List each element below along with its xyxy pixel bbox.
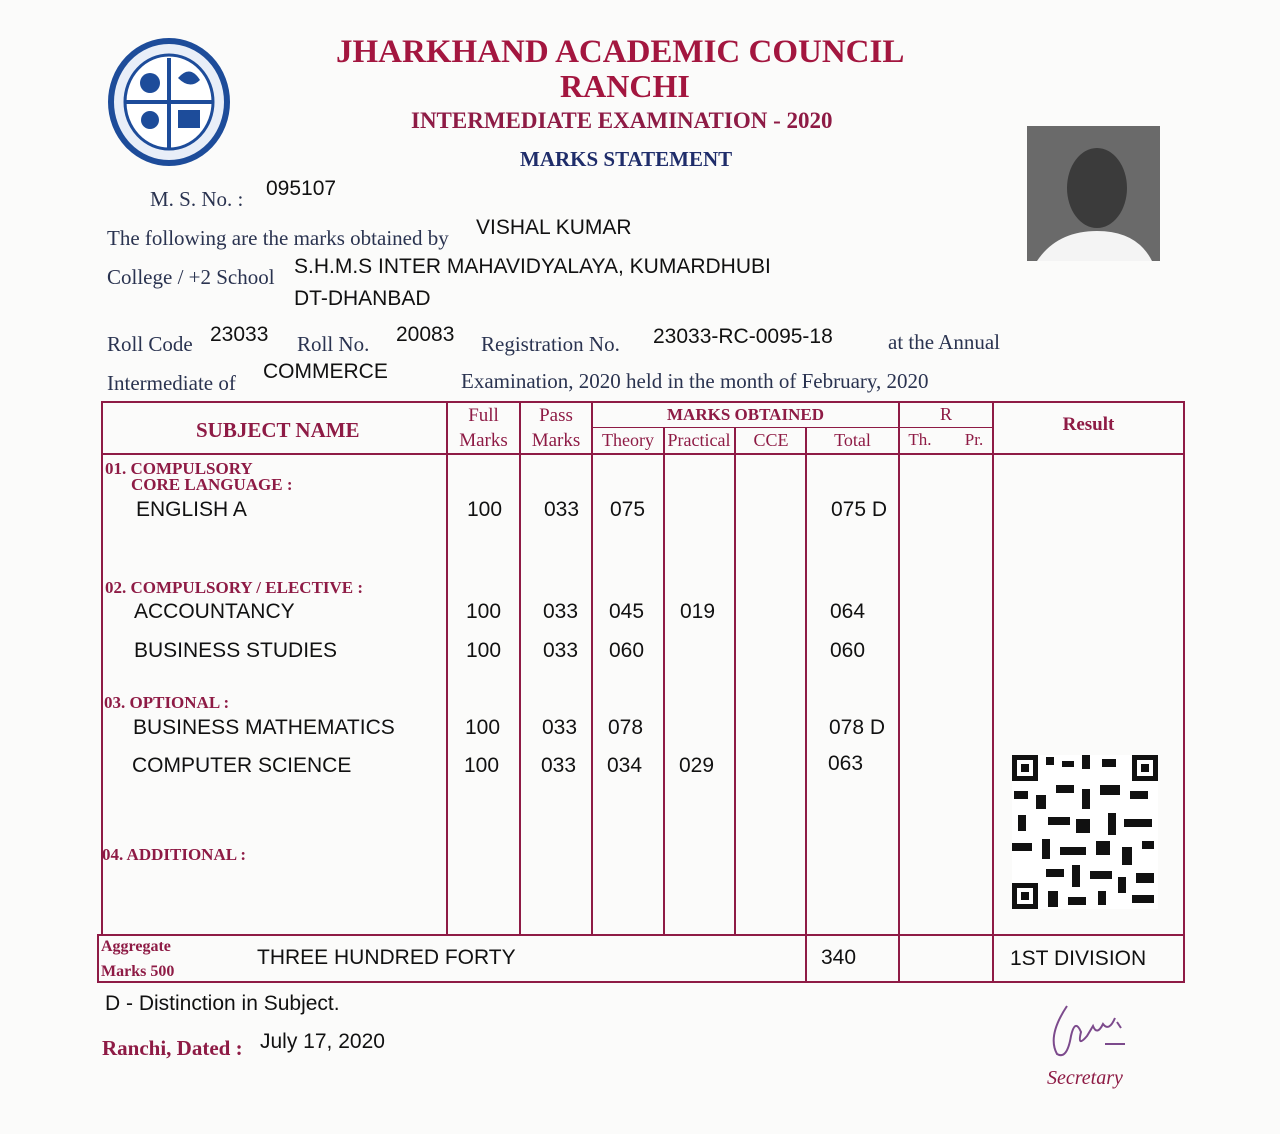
subject-name: ACCOUNTANCY	[134, 600, 295, 623]
annual-label: at the Annual	[888, 330, 1000, 354]
total-marks: 064	[830, 600, 866, 623]
secretary-signature	[1045, 1000, 1135, 1062]
council-name: JHARKHAND ACADEMIC COUNCIL	[336, 34, 905, 70]
section-compulsory-elective: 02. COMPULSORY / ELECTIVE :	[105, 578, 364, 597]
roll-no: 20083	[396, 323, 455, 346]
header-result: Result	[1062, 414, 1115, 435]
registration-no: 23033-RC-0095-18	[653, 325, 833, 348]
header-theory: Theory	[602, 430, 654, 450]
full-marks: 100	[467, 498, 503, 521]
document-title: MARKS STATEMENT	[520, 147, 733, 171]
header-total: Total	[834, 430, 871, 450]
theory-marks: 060	[609, 639, 645, 662]
distinction-note: D - Distinction in Subject.	[105, 992, 340, 1015]
header-r: R	[939, 404, 952, 424]
full-marks: 100	[466, 639, 502, 662]
theory-marks: 045	[609, 600, 645, 623]
header-cce: CCE	[753, 430, 789, 450]
header-subject-name: SUBJECT NAME	[196, 418, 360, 442]
registration-label: Registration No.	[481, 332, 620, 356]
subject-name: COMPUTER SCIENCE	[132, 754, 352, 777]
student-name: VISHAL KUMAR	[476, 216, 632, 239]
secretary-label: Secretary	[1047, 1067, 1123, 1089]
theory-marks: 075	[610, 498, 646, 521]
obtained-by-label: The following are the marks obtained by	[107, 226, 449, 250]
header-th: Th.	[908, 430, 932, 449]
exam-session: Examination, 2020 held in the month of February, 2020	[461, 369, 929, 393]
full-marks: 100	[464, 754, 500, 777]
pass-marks: 033	[543, 639, 579, 662]
total-marks: 078 D	[829, 716, 886, 739]
aggregate-max-marks: Marks 500	[101, 963, 175, 980]
section-core-language: CORE LANGUAGE :	[131, 475, 293, 494]
roll-no-label: Roll No.	[297, 332, 370, 356]
practical-marks: 029	[679, 754, 715, 777]
aggregate-total: 340	[821, 946, 857, 969]
intermediate-label: Intermediate of	[107, 371, 236, 395]
ms-no: 095107	[266, 177, 337, 200]
issue-date: July 17, 2020	[260, 1030, 385, 1053]
practical-marks: 019	[680, 600, 716, 623]
theory-marks: 034	[607, 754, 643, 777]
full-marks: 100	[466, 600, 502, 623]
pass-marks: 033	[543, 600, 579, 623]
aggregate-label: Aggregate	[101, 938, 171, 955]
pass-marks: 033	[541, 754, 577, 777]
stream: COMMERCE	[263, 360, 388, 383]
college-district: DT-DHANBAD	[294, 287, 431, 310]
pass-marks: 033	[544, 498, 580, 521]
subject-name: BUSINESS STUDIES	[134, 639, 338, 662]
council-city: RANCHI	[560, 68, 690, 104]
ms-no-label: M. S. No. :	[150, 187, 244, 211]
section-compulsory: 01. COMPULSORY	[105, 459, 253, 478]
total-marks: 075 D	[831, 498, 888, 521]
header-pass: Pass	[539, 405, 573, 426]
exam-title: INTERMEDIATE EXAMINATION - 2020	[411, 108, 833, 133]
full-marks: 100	[465, 716, 501, 739]
theory-marks: 078	[608, 716, 644, 739]
college-label: College / +2 School	[107, 265, 275, 289]
dated-label: Ranchi, Dated :	[102, 1036, 243, 1060]
header-full: Full	[468, 405, 499, 426]
subject-name: ENGLISH A	[136, 498, 247, 521]
student-photo	[1027, 126, 1160, 261]
header-full-marks: Marks	[459, 430, 508, 451]
header-pass-marks: Marks	[531, 430, 581, 451]
council-seal-logo	[108, 38, 230, 166]
header-marks-obtained: MARKS OBTAINED	[667, 405, 824, 424]
total-marks: 060	[830, 639, 866, 662]
college-name: S.H.M.S INTER MAHAVIDYALAYA, KUMARDHUBI	[294, 255, 771, 278]
roll-code: 23033	[210, 323, 269, 346]
total-marks: 063	[828, 752, 864, 775]
division-result: 1ST DIVISION	[1010, 947, 1147, 970]
section-optional: 03. OPTIONAL :	[104, 693, 230, 712]
qr-code	[1012, 755, 1158, 909]
aggregate-in-words: THREE HUNDRED FORTY	[257, 946, 516, 969]
header-practical: Practical	[667, 430, 731, 450]
subject-name: BUSINESS MATHEMATICS	[133, 716, 395, 739]
header-pr: Pr.	[964, 430, 984, 449]
roll-code-label: Roll Code	[107, 332, 193, 356]
pass-marks: 033	[542, 716, 578, 739]
section-additional: 04. ADDITIONAL :	[102, 845, 247, 864]
